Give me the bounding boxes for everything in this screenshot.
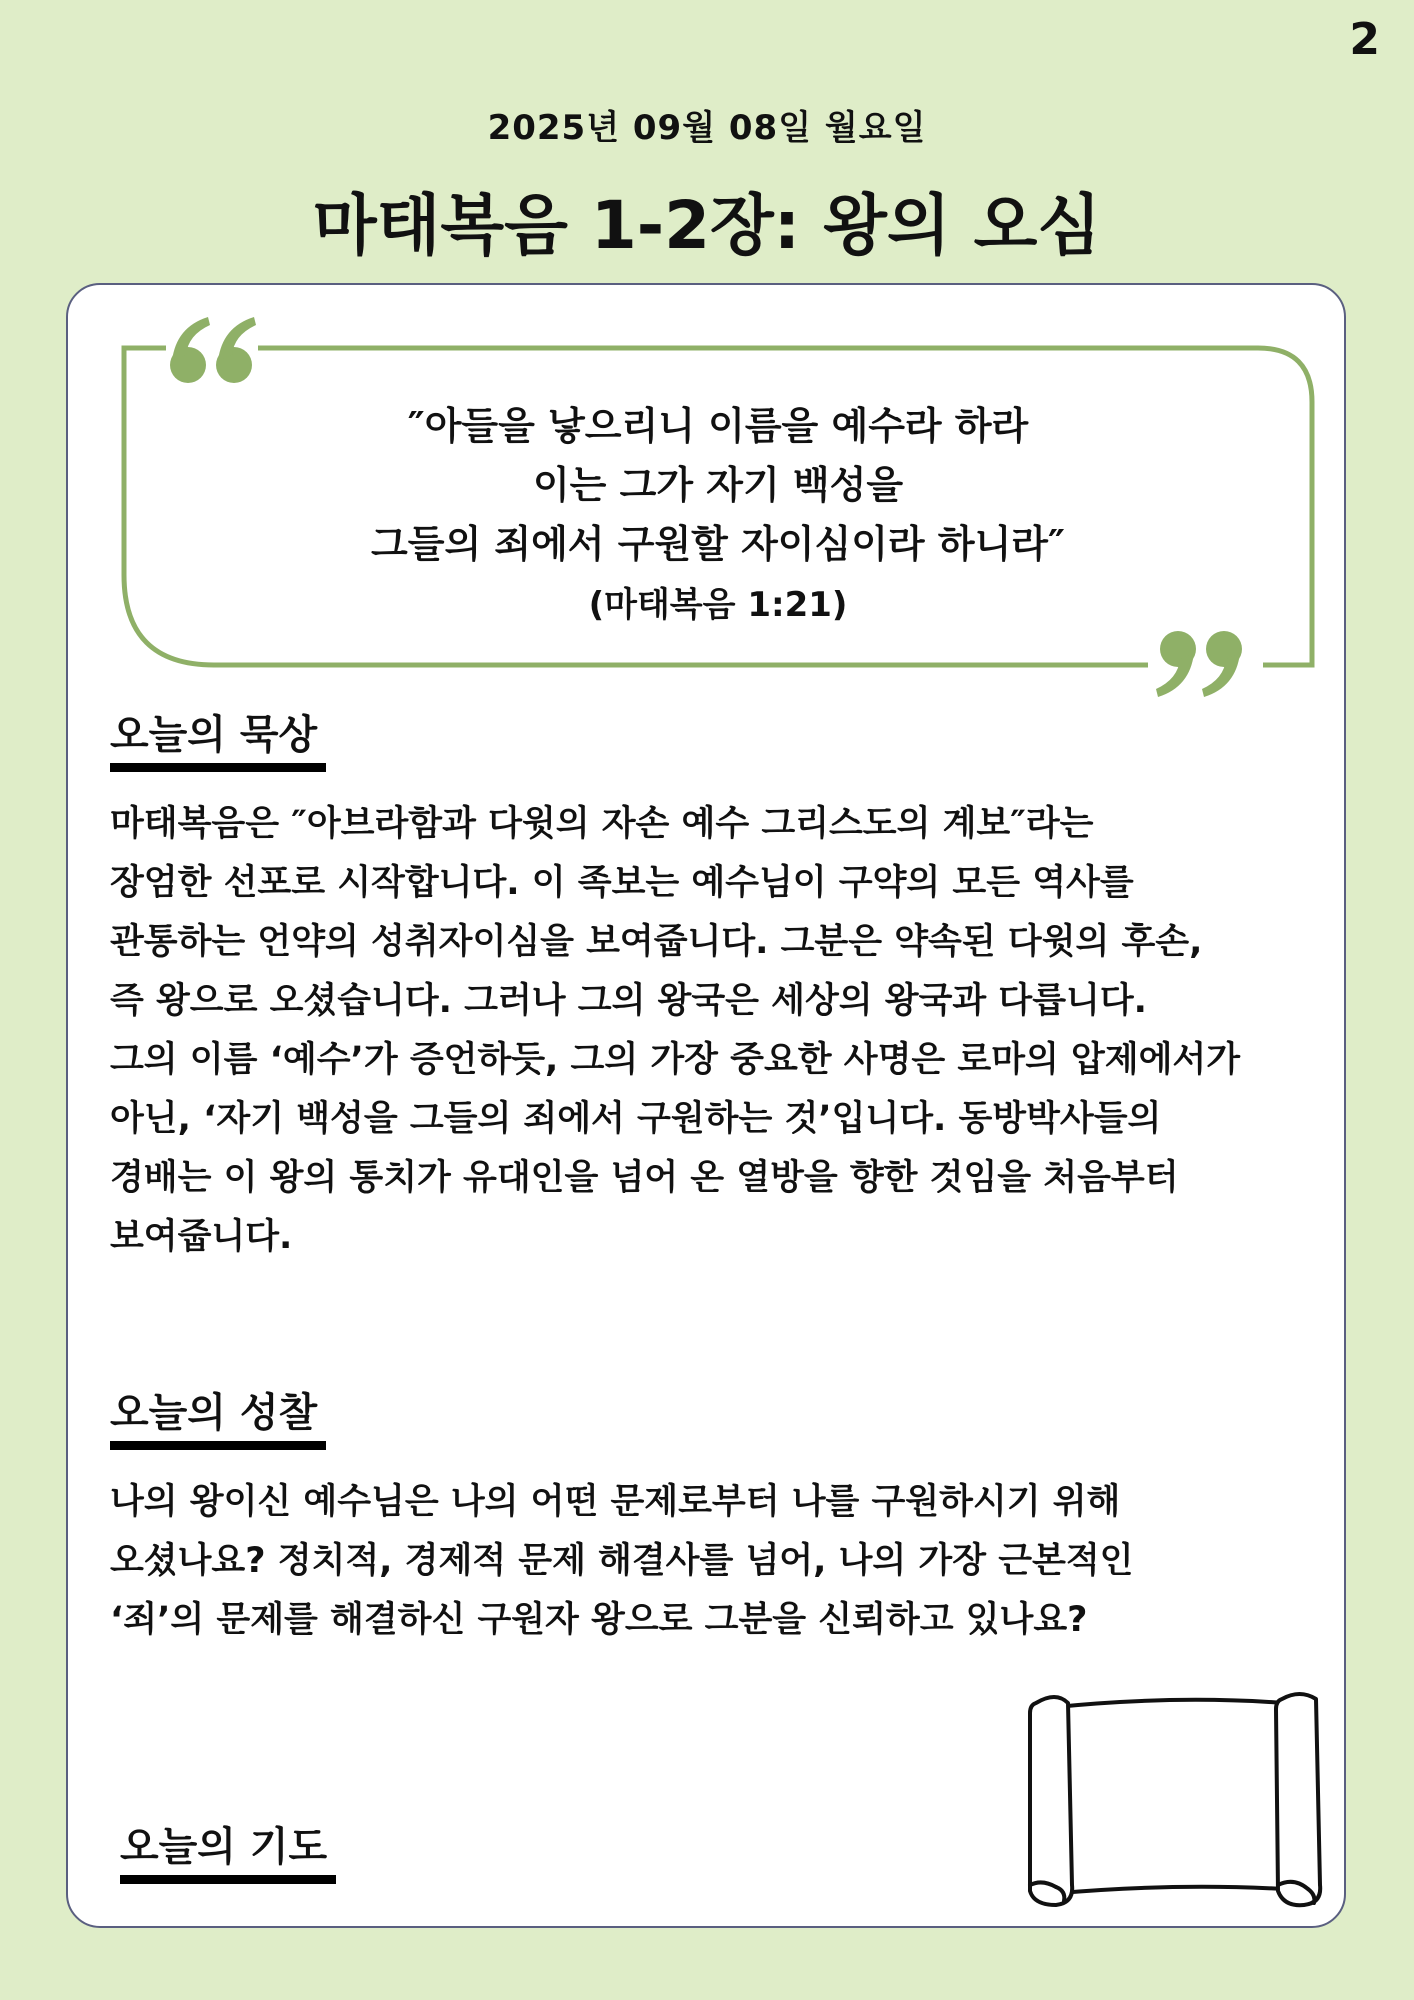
reflection-underline <box>110 1441 326 1450</box>
verse-text: ″아들을 낳으리니 이름을 예수라 하라 이는 그가 자기 백성을 그들의 죄에서 구원할 자이심이라 하니라″ <box>371 404 1065 566</box>
prayer-heading: 오늘의 기도 <box>120 1824 328 1870</box>
page-number: 2 <box>1349 14 1380 65</box>
content-card <box>66 283 1346 1928</box>
close-quote-icon <box>1156 631 1242 697</box>
page-title: 마태복음 1-2장: 왕의 오심 <box>312 187 1102 264</box>
prayer-underline <box>120 1875 336 1884</box>
reflection-body: 나의 왕이신 예수님은 나의 어떤 문제로부터 나를 구원하시기 위해 오셨나요? 정치적, 경제적 문제 해결사를 넘어, 나의 가장 근본적인 ‘죄’의 문제를 해결하신 구원자 왕으로 그분을 신뢰하고 있나요? <box>110 1482 1134 1640</box>
meditation-underline <box>110 763 326 772</box>
verse-reference: (마태복음 1:21) <box>588 585 848 625</box>
open-quote-icon <box>170 317 256 383</box>
scroll-icon <box>1016 1685 1336 1915</box>
date-line: 2025년 09월 08일 월요일 <box>487 108 927 148</box>
meditation-body: 마태복음은 ″아브라함과 다윗의 자손 예수 그리스도의 계보″라는 장엄한 선포로 시작합니다. 이 족보는 예수님이 구약의 모든 역사를 관통하는 언약의 성취자이심을 보여줍니다. 그분은 약속된 다윗의 후손, 즉 왕으로 오셨습니다. 그러나 그의 왕국은 세상의 왕국과 다릅니다. 그의 이름 ‘예수’가 증언하듯, 그의 가장 중요한 사명은 로마의 압제에서가 아닌, ‘자기 백성을 그들의 죄에서 구원하는 것’입니다. 동방박사들의 경배는 이 왕의 통치가 유대인을 넘어 온 열방을 향한 것임을 처음부터 보여줍니다. <box>110 804 1241 1257</box>
reflection-heading: 오늘의 성찰 <box>110 1390 318 1436</box>
meditation-heading: 오늘의 묵상 <box>110 712 318 758</box>
